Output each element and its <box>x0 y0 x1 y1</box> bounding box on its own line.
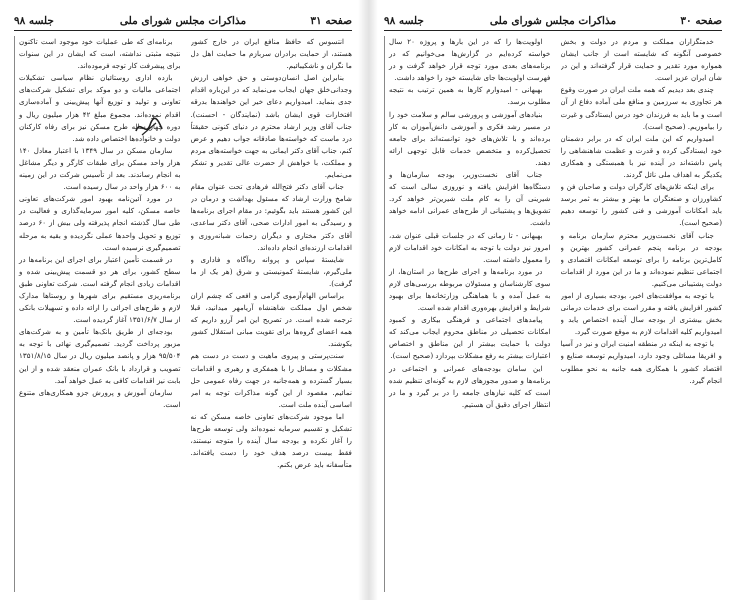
paragraph: با توجه به اینکه در منطقه امنیت ایران و نیز در آسیا و افریقا مسائلی وجود دارد، امیدواریم توسعه صنایع و اقتصاد کشور با همکاری همه جانبه به نحو مطلوب انجام گیرد. <box>560 339 722 385</box>
paragraph: پیامدهای اجتماعی و فرهنگی بیکاری و کمبود امکانات تحصیلی در مناطق محروم ایجاب می‌کند که دولت با حمایت بیشتر از این مناطق و اختصاص اعتبارات بیشتر به رفع مشکلات بپردازد (صحیح است). <box>389 315 551 361</box>
paragraph: بازده اداری روستائیان نظام سیاسی تشکیلات اجتماعی مالیات و دو موکد برای تشکیل شرکت‌های تعاونی و تولید و توزیع آنها پیش‌بینی و آماده‌سازی اقدام نموده‌اند. مجموع مبلغ ۴۲ هزار میلیون ریال و دوره چهار ساله طرح مسکن نیز برای رفاه کارکنان دولت و خانواده‌ها اختصاص داده شد. <box>19 73 181 143</box>
right-session-label: جلسه ۹۸ <box>384 15 424 27</box>
paragraph: بنیاد‌های آموزشی و پرورشی سالم و سلامت خود را در مسیر رشد فکری و آموزشی دانش‌آموزان به کار برده‌اند و با تلاش‌های خود توانسته‌اند برای جامعه تحصیل‌کرده و متخصص خدمات قابل توجهی ارائه دهند. <box>389 109 551 167</box>
paragraph: انتسوس که حافظ منافع ایران در خارج کشور هستند، از حمایت برادران سربازم ما حمایت اهل دل ما نگران و ناشکیبائیم. <box>190 37 352 71</box>
paragraph: با توجه به موافقت‌های اخیر، بودجه بسیاری از امور کشور افزایش یافته و مقرر است برای خدمات درمانی بخش بیشتری از بودجه سال آینده اختصاص یابد و امیدواریم کلیه اقدامات لازم به موقع صورت گیرد. <box>560 290 722 337</box>
left-page <box>14 12 352 592</box>
paragraph: بهبهانی - تا زمانی که در جلسات قبلی عنوان شد، امروز نیز دولت با توجه به امکانات خود اقدامات لازم را معمول داشته است. <box>389 230 551 264</box>
paragraph: چندی بعد دیدیم که همه ملت ایران در صورت وقوع هر تجاوزی به سرزمین و منافع ملی آماده دفاع از آن است و ما باید به فرزندان خود درس ایستادگی و غیرت را بیاموزیم. (صحیح است). <box>560 85 722 131</box>
left-page-number: صفحه ۳۱ <box>310 15 352 27</box>
handwritten-mark <box>132 115 166 139</box>
paragraph: در مورد برنامه‌ها و اجرای طرح‌ها در استان‌ها، از سوی کارشناسان و مسئولان مربوطه بررسی‌های لازم به عمل آمده و با هماهنگی وزارتخانه‌ها برای بهبود شرایط و افزایش بهره‌وری اقدام شده است. <box>389 266 551 313</box>
right-page-columns <box>384 36 722 592</box>
paragraph: اما موجود شرکت‌های تعاونی خاصه مسکن که نه تشکیل و تقسیم سرمایه نموده‌اند ولی توسعه طرح‌ها را آغاز نکرده و بودجه سال آینده را متوجه نیستند، فقط بیست درصد هدف خود را دست یافته‌اند. متأسفانه باید عرض بکنم. <box>190 411 352 470</box>
paragraph: براساس الهام‌آزموی گرامی و افعی که چشم اران شخص اول مملکت شاهنشاه آریامهر میدانید، قبلا ترجمه شده است. در تصریح این امر آرزو داریم که همه اعضای گروه‌ها برای تقویت مبانی استقلال کشور بکوشند. <box>190 290 352 349</box>
paragraph: سازمان مسکن در سال ۱۳۴۹ با اعتبار معادل ۱۴۰ هزار واحد مسکن برای طبقات کارگر و دیگر مشاغل به انجام رساندند. بعد از تأسیس شرکت در این زمینه به ۶۰۰ هزار واحد در سال رسیده است. <box>19 145 181 192</box>
left-page-column-right <box>191 36 353 592</box>
paragraph: خدمتگزاران مملکت و مردم در دولت و بخش خصوصی آنگونه که شایسته است از جانب ایشان همواره مورد تقدیر و حمایت قرار گرفته‌اند و این در شأن ایران عزیز است. <box>560 37 722 83</box>
right-page-column-left <box>384 36 551 592</box>
paragraph: برنامه‌ای که طی عملیات خود موجود است تاکنون نتیجه مثبتی نداشته، است که ایشان در این سنوات برای پیشرفت کار توجه فرموده‌اند. <box>19 37 181 71</box>
paragraph: بنابراین اصل انسان‌دوستی و حق خواهی ارزش وجدانی‌خلق جهان ایجاب می‌نماید که در این‌باره اقدام جدی بنماید. امیدواریم دعای خیر این خواهندها بدرقه افتخارات قوی‌ ایشان باشد (نمایندگان - احسنت). جناب آقای وزیر ارشاد محترم در دنیای کنونی حقیقتاً درد ماست که خواسته‌ها صادقانه جواب دهیم و عرض کنم، جناب آقای دکتر ایمانی به جهت خواسته‌های مردم و مملکت، با خواهش از حضرت عالی تقدیر و تشکر می‌نمایم. <box>190 73 352 180</box>
paragraph: برای اینکه تلاش‌های کارگران دولت و صاحبان فن و کشاورزان و صنعتگران ما بهتر و بیشتر به ثمر برسد باید امکانات آموزشی و فنی کشور را توسعه دهیم (صحیح است). <box>560 182 722 228</box>
book-gutter <box>358 0 378 600</box>
right-page-column-right <box>561 36 723 592</box>
left-page-header <box>14 12 352 31</box>
paragraph: سازمان آموزش و پرورش جزو همکاری‌های متنوع است. <box>19 387 181 409</box>
left-session-label: جلسه ۹۸ <box>14 15 54 27</box>
paragraph: شایستۀ سپاس و پروانه ره‌آگاه و فاداری و ملی‌گیرم، شایستۀ کمونیستی و شرق (هر یک از ما گرفت). <box>190 254 352 288</box>
left-page-columns <box>14 36 352 592</box>
paragraph: در مورد آئین‌نامه بهبود امور شرکت‌های تعاونی خاصه مسکن، کلیه امور سرمایه‌گذاری و فعالیت در طی سال گذشته انجام پذیرفته ولی بیش از ۶۰ درصد توزیع و تحویل واحدها عملی نگردیده و بقیه به مرحله تصمیم‌گیری نرسیده است. <box>19 194 181 252</box>
paragraph: در قسمت تأمین اعتبار برای اجرای این برنامه‌ها در سطح کشور، برای هر دو قسمت پیش‌بینی شده و اقدامات زیادی انجام گرفته است. شرکت تعاونی طبق برنامه‌ریزی مستقیم برای شهرها و روستاها مدارک لازم و طرح‌های اجرائی را ارائه داده و تسهیلات بانکی از سال ۱۳۵۱/۶/۷ آغاز گردیده است. <box>19 254 181 325</box>
paragraph: بهبهانی - امیدوارم کارها به همین ترتیب به نتیجه مطلوب برسد. <box>389 85 551 107</box>
paragraph: جناب آقای نخست‌وزیر، بودجه سازمان‌ها و دستگاه‌ها افزایش یافته و نوروزی سالی است که شیرینی آن را به کام ملت شیرین‌تر خواهد کرد. تشویق‌ها و پشتیبانی از طرح‌های عمرانی ادامه خواهد داشت. <box>389 170 551 228</box>
left-running-title: مذاکرات مجلس شورای ملی <box>119 15 247 27</box>
paragraph: جناب آقای نخست‌وزیر محترم سازمان برنامه و بودجه در برنامه پنجم عمرانی کشور بهترین و کامل‌ترین برنامه را برای توسعه امکانات اقتصادی و اجتماعی تنظیم نموده‌اند و ما در این مورد از اقدامات دولت پشتیبانی می‌کنیم. <box>560 230 722 288</box>
paragraph: امیدواریم که این ملت ایران که در برابر دشمنان خود ایستادگی کرده و قدرت و عظمت شاهنشاهی را پاس داشته‌اند در آینده نیز با همبستگی و همکاری یکدیگر به اهداف ملی نائل گردند. <box>560 133 722 180</box>
right-page-header <box>384 12 722 31</box>
right-page-number: صفحه ۳۰ <box>680 15 722 27</box>
paragraph: بودجه‌ای از طریق بانک‌ها تأمین و به شرکت‌های مزبور پرداخت گردید. تصمیم‌گیری نهائی با توجه به ۹۵/۵۰۴ هزار و پانصد میلیون ریال در سال ۱۳۵۱/۸/۱۵ تصویب و قرارداد با بانک عمران منعقد شده و از این بابت نیز اقدامات کافی به عمل خواهد آمد. <box>19 327 181 385</box>
paragraph: سنت‌پرستی و پیروی ماهیت و دست در دست هم مشکلات و مسائل را با همفکری و رهبری و اقدامات بسیار گسترده و همه‌جانبه در جهت رفاه عمومی حل نمائیم. مقصود از این گونه مذاکرات توجه به امر اساسی آینده ملت است. <box>190 351 352 409</box>
right-running-title: مذاکرات مجلس شورای ملی <box>489 15 617 27</box>
paragraph: جناب آقای دکتر فتح‌الله فرهادی تحت عنوان مقام شامخ وزارت ارشاد که مسئول بهداشت و درمان در این کشور هستند باید بگوئیم: در مقام اجرای برنامه‌ها و رسیدگی به امور ادارات صحی، آقای دکتر ساعدی، آقای دکتر مختاری و دیگران زحمات شبانه‌روزی و اقدامات ارزنده‌ای انجام داده‌اند. <box>190 182 352 252</box>
paragraph: این سامان بودجه‌های عمرانی و اجتماعی در برنامه‌ها و صدور مجوزهای لازم به گونه‌ای تنظیم شده است که کلیه نیازهای جامعه را در بر گیرد و ما در انتظار اجرای دقیق آن هستیم. <box>389 363 551 409</box>
right-page <box>384 12 722 592</box>
paragraph: اولویت‌ها را که در این بارها و پروژه ۲۰ سال خواسته کرده‌ایم در گزارش‌ها می‌خوانیم که در برنامه‌های بعدی مورد توجه قرار خواهد گرفت و در فهرست اولویت‌ها جای شایسته خود را خواهد داشت. <box>389 37 551 83</box>
